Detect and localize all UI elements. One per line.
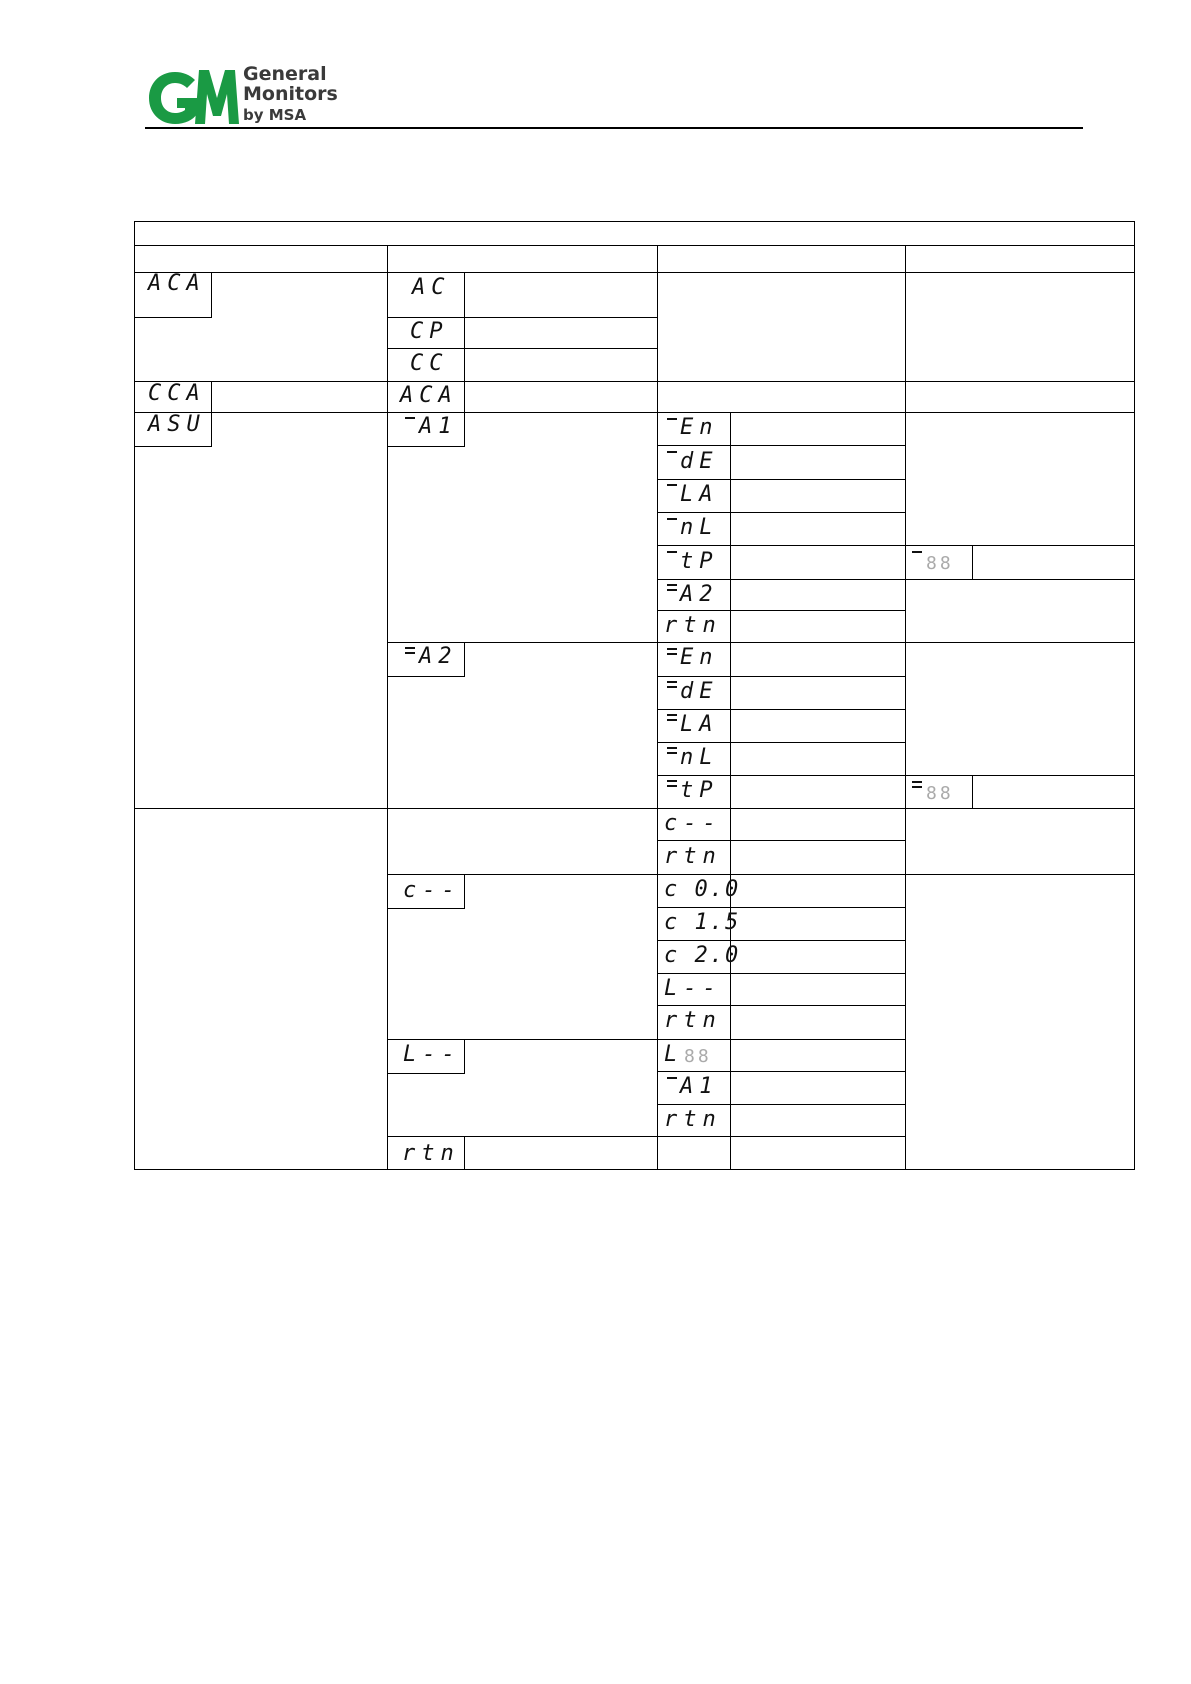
code-box-edge bbox=[972, 545, 973, 579]
code-a2-de: dE bbox=[680, 679, 719, 704]
row-divider bbox=[657, 1005, 905, 1006]
alarm-2-mark bbox=[405, 647, 415, 649]
code-a1-nl: nL bbox=[680, 515, 719, 540]
row-divider bbox=[657, 973, 905, 974]
row-divider bbox=[657, 874, 1135, 875]
code-c-20: c 2.0 bbox=[664, 943, 741, 968]
code-box-edge bbox=[464, 642, 465, 676]
alarm-2-mark bbox=[667, 681, 677, 683]
header-bottom bbox=[134, 272, 1135, 273]
code-a1-en: En bbox=[680, 415, 719, 440]
row-divider bbox=[134, 381, 1135, 382]
table-top-border bbox=[134, 221, 1135, 222]
col-divider bbox=[905, 272, 906, 823]
code-l-rtn: rtn bbox=[664, 1107, 722, 1132]
code-a1: A1 bbox=[419, 414, 458, 439]
code-box-edge bbox=[730, 1136, 731, 1170]
alarm-2-mark bbox=[667, 584, 677, 586]
row-divider bbox=[387, 348, 658, 349]
code-box-edge bbox=[464, 874, 465, 908]
logo-line-2: Monitors bbox=[243, 83, 338, 105]
row-divider bbox=[134, 412, 1135, 413]
col-divider bbox=[905, 245, 906, 272]
alarm-1-mark bbox=[667, 551, 677, 553]
code-box-edge bbox=[972, 775, 973, 809]
row-divider bbox=[657, 579, 1135, 580]
alarm-1-mark bbox=[405, 417, 415, 419]
code-a2-nl: nL bbox=[680, 745, 719, 770]
code-box-edge bbox=[387, 676, 465, 677]
code-ac: AC bbox=[412, 275, 451, 300]
code-a2-rtn: rtn bbox=[664, 844, 722, 869]
alarm-1-mark bbox=[667, 484, 677, 486]
code-cc: CC bbox=[410, 351, 449, 376]
code-box-edge bbox=[464, 272, 465, 382]
code-aca-sub: ACA bbox=[400, 383, 458, 408]
code-a2-en: En bbox=[680, 645, 719, 670]
code-l-prefix: L bbox=[664, 1042, 684, 1067]
code-box-edge bbox=[211, 381, 212, 412]
code-rtn-l2: rtn bbox=[402, 1141, 460, 1166]
code-l-a1: A1 bbox=[680, 1074, 719, 1099]
table-right-border bbox=[1134, 221, 1135, 1170]
alarm-2-mark bbox=[912, 781, 922, 783]
alarm-2-mark bbox=[667, 653, 677, 655]
alarm-2-mark bbox=[667, 785, 677, 787]
row-divider bbox=[657, 1071, 905, 1072]
code-a2-tp: tP bbox=[680, 778, 719, 803]
table-left-border bbox=[134, 221, 135, 1170]
code-l-digits: 88 bbox=[684, 1046, 712, 1067]
a2-tp-value: 88 bbox=[926, 783, 954, 804]
code-box-edge bbox=[211, 412, 212, 446]
alarm-2-mark bbox=[667, 714, 677, 716]
code-a1-la: LA bbox=[680, 482, 719, 507]
alarm-2-mark bbox=[667, 719, 677, 721]
col-divider bbox=[905, 874, 906, 1170]
code-a2-c: c-- bbox=[664, 811, 722, 836]
row-divider bbox=[657, 445, 905, 446]
code-box-edge bbox=[730, 412, 731, 816]
alarm-2-mark bbox=[667, 780, 677, 782]
code-box-edge bbox=[387, 908, 465, 909]
alarm-2-mark bbox=[667, 648, 677, 650]
code-box-edge bbox=[211, 272, 212, 317]
code-box-edge bbox=[464, 412, 465, 446]
logo-line-3: by MSA bbox=[243, 106, 307, 124]
alarm-2-mark bbox=[667, 747, 677, 749]
code-box-edge bbox=[387, 1073, 465, 1074]
code-box-edge bbox=[134, 446, 212, 447]
col-divider bbox=[905, 810, 906, 874]
row-divider bbox=[657, 940, 905, 941]
row-divider bbox=[657, 775, 1135, 776]
code-aca: ACA bbox=[148, 271, 206, 296]
code-box-edge bbox=[464, 1136, 465, 1170]
code-c-l: L-- bbox=[664, 976, 722, 1001]
row-divider bbox=[657, 709, 905, 710]
row-divider bbox=[657, 742, 905, 743]
a1-tp-value: 88 bbox=[926, 553, 954, 574]
code-a1-rtn: rtn bbox=[664, 613, 722, 638]
code-c-rtn: rtn bbox=[664, 1008, 722, 1033]
code-box-edge bbox=[464, 381, 465, 412]
code-a1-a2: A2 bbox=[680, 582, 719, 607]
row-divider bbox=[134, 808, 1135, 809]
alarm-1-mark bbox=[667, 418, 677, 420]
row-divider bbox=[657, 479, 905, 480]
row-divider bbox=[657, 840, 905, 841]
row-divider bbox=[387, 317, 658, 318]
code-cca: CCA bbox=[148, 381, 206, 406]
row-divider bbox=[657, 676, 905, 677]
col-divider bbox=[387, 272, 388, 1170]
alarm-2-mark bbox=[667, 686, 677, 688]
code-a2-la: LA bbox=[680, 712, 719, 737]
header-divider bbox=[134, 245, 1135, 246]
code-box-edge bbox=[387, 446, 465, 447]
row-divider bbox=[657, 545, 1135, 546]
row-divider bbox=[387, 1039, 658, 1040]
code-asu: ASU bbox=[148, 412, 206, 437]
alarm-1-mark bbox=[912, 551, 922, 553]
alarm-1-mark bbox=[667, 1077, 677, 1079]
code-c-15: c 1.5 bbox=[664, 910, 741, 935]
alarm-2-mark bbox=[667, 589, 677, 591]
alarm-2-mark bbox=[667, 752, 677, 754]
alarm-1-mark bbox=[667, 518, 677, 520]
code-box-edge bbox=[464, 1039, 465, 1073]
alarm-1-mark bbox=[667, 451, 677, 453]
alarm-2-mark bbox=[405, 652, 415, 654]
row-divider bbox=[387, 642, 658, 643]
table-bottom-border bbox=[134, 1169, 1135, 1170]
code-cp: CP bbox=[410, 319, 449, 344]
alarm-2-mark bbox=[912, 786, 922, 788]
col-divider bbox=[657, 245, 658, 272]
code-box-edge bbox=[134, 317, 212, 318]
code-c: c-- bbox=[403, 878, 461, 903]
row-divider bbox=[387, 874, 658, 875]
code-a2: A2 bbox=[419, 644, 458, 669]
row-divider bbox=[657, 512, 905, 513]
logo-line-1: General bbox=[243, 63, 327, 85]
row-divider bbox=[657, 642, 1135, 643]
code-a1-de: dE bbox=[680, 449, 719, 474]
row-divider bbox=[657, 1039, 905, 1040]
row-divider bbox=[657, 610, 905, 611]
code-a1-tp: tP bbox=[680, 549, 719, 574]
code-l: L-- bbox=[403, 1042, 461, 1067]
row-divider bbox=[657, 907, 905, 908]
code-c-00: c 0.0 bbox=[664, 877, 741, 902]
row-divider bbox=[657, 1104, 905, 1105]
col-divider bbox=[387, 245, 388, 272]
col-divider bbox=[657, 272, 658, 1170]
